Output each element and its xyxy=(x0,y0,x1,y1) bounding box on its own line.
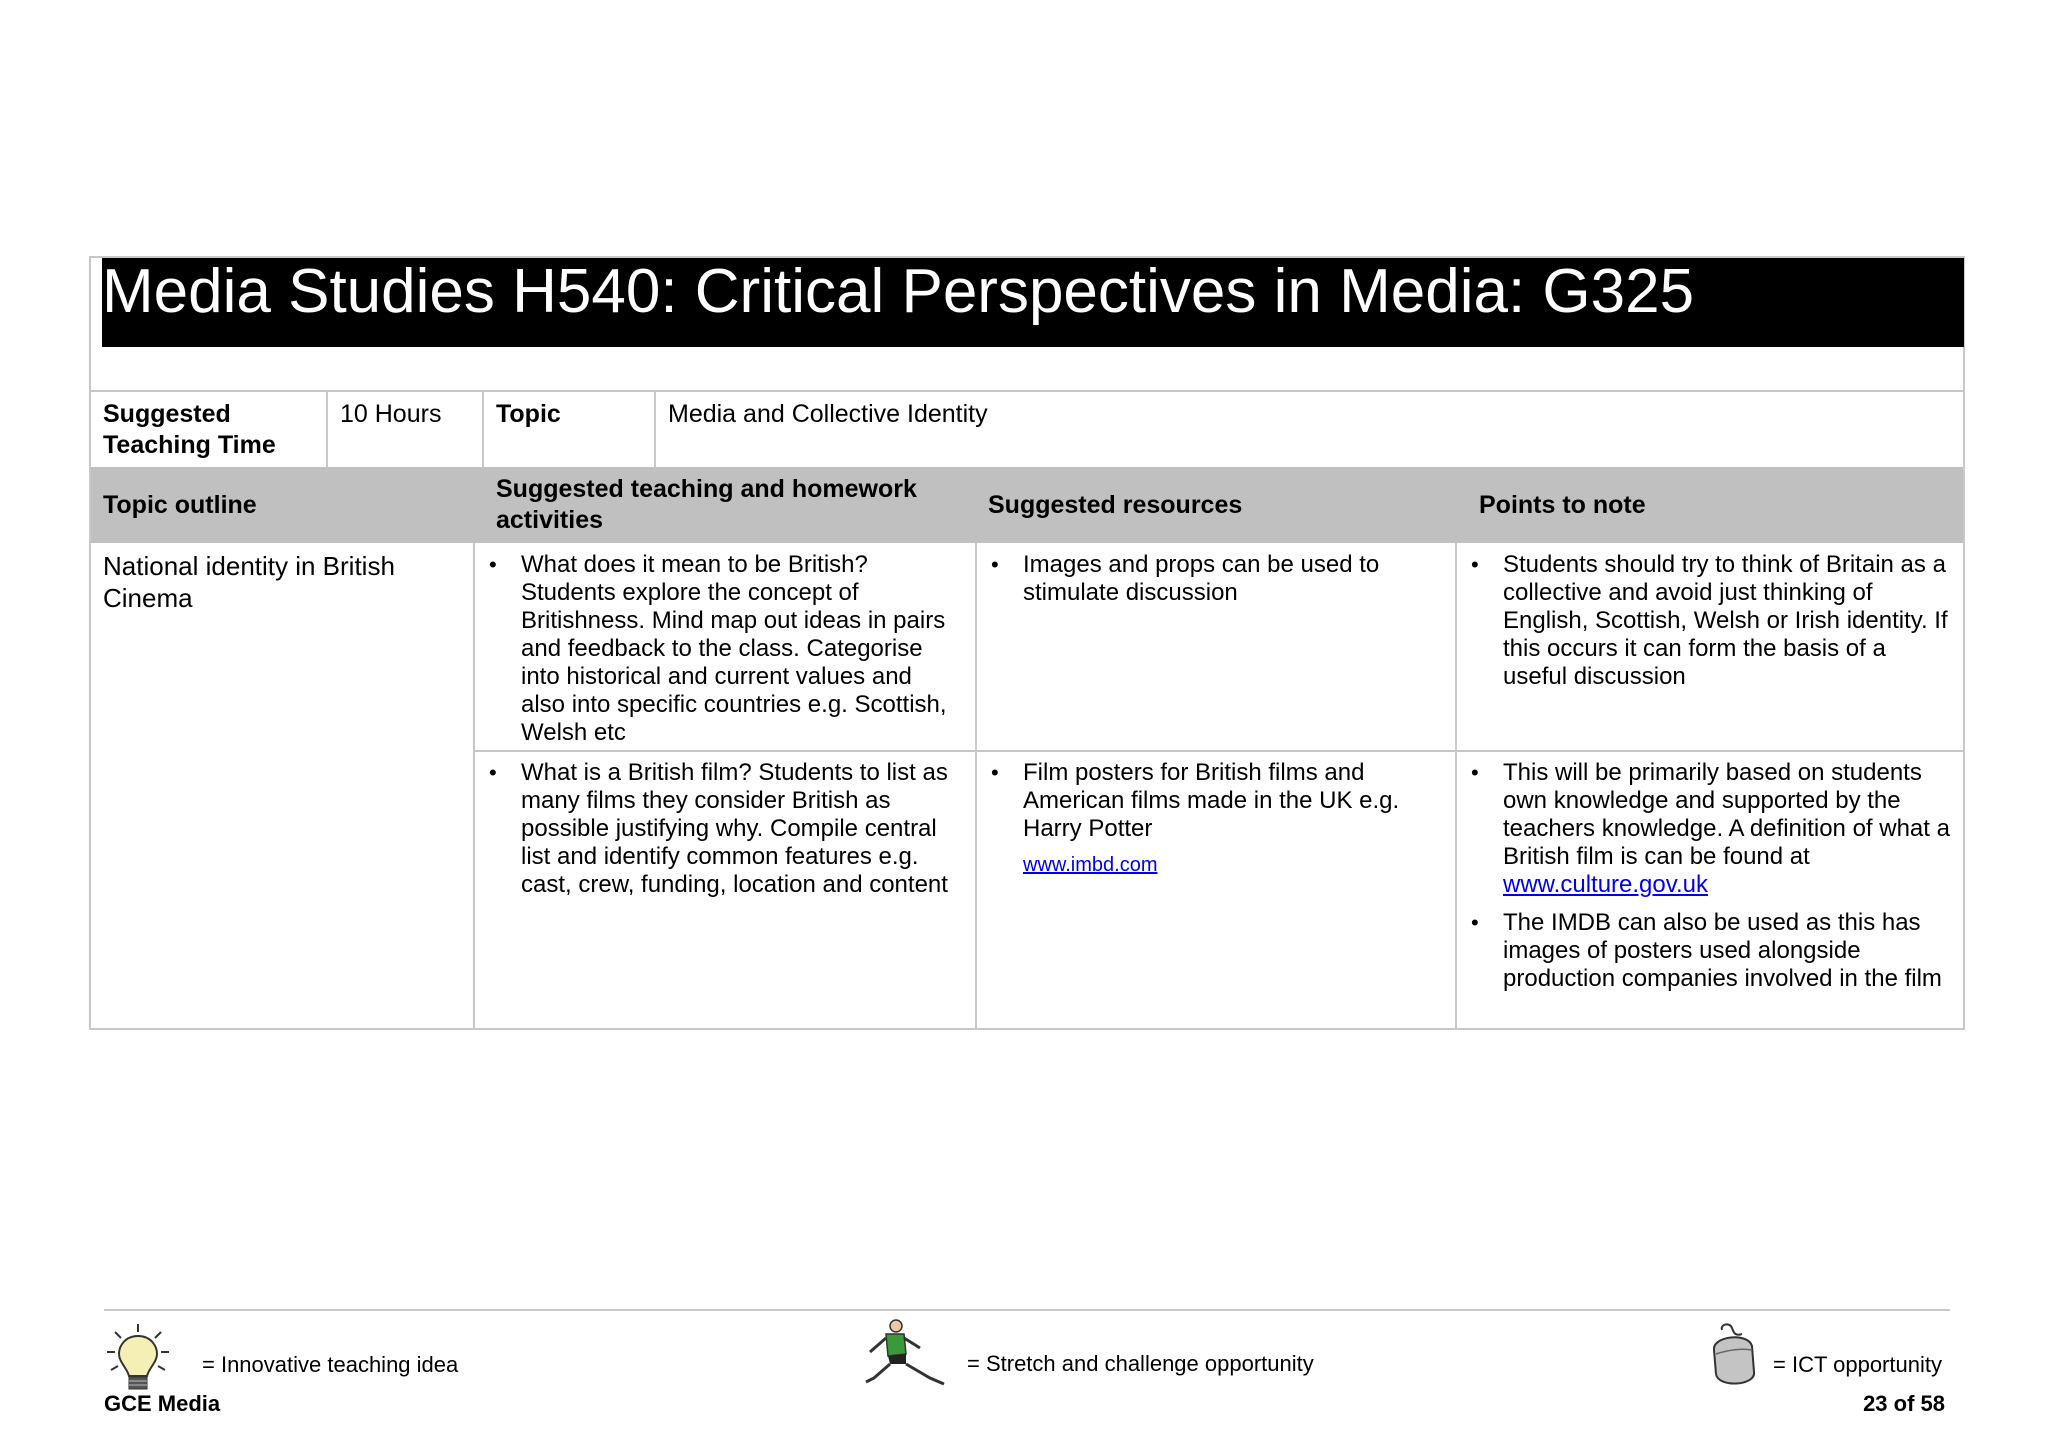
header-activities: Suggested teaching and homework activities xyxy=(496,475,917,534)
ict-label: = ICT opportunity xyxy=(1773,1352,1942,1377)
teaching-time-value: 10 Hours xyxy=(340,400,442,428)
innovative-label: = Innovative teaching idea xyxy=(202,1352,459,1377)
column-divider xyxy=(482,392,484,467)
row1-resources xyxy=(987,551,1447,617)
imdb-link[interactable]: www.imbd.com xyxy=(1023,854,1158,876)
row2-activities xyxy=(485,759,965,909)
topic-outline-text: National identity in British Cinema xyxy=(103,551,395,613)
header-resources: Suggested resources xyxy=(988,491,1243,519)
culture-gov-link[interactable]: www.culture.gov.uk xyxy=(1503,871,1708,898)
column-divider xyxy=(654,392,656,467)
row1-notes xyxy=(1467,551,1952,701)
footer-rule xyxy=(104,1309,1950,1311)
stretch-label: = Stretch and challenge opportunity xyxy=(967,1351,1314,1376)
column-divider xyxy=(473,543,475,1029)
list-item xyxy=(1467,759,1957,899)
row2-notes xyxy=(1467,759,1957,1003)
header-points-to-note: Points to note xyxy=(1479,491,1646,519)
row-divider xyxy=(91,390,1963,392)
list-item: • Students should try to think of Britain as a collective and avoid just thinking of English, Scottish, Welsh or Irish identity. If this occurs it can form the basis of a useful discussion xyxy=(1467,551,1952,691)
topic-label: Topic xyxy=(496,400,561,428)
list-item xyxy=(987,759,1447,879)
mouse-icon xyxy=(1708,1320,1760,1388)
list-item: • What is a British film? Students to list as many films they consider British as possible justifying why. Compile central list and identify common features e.g. cast, crew, funding, location and content xyxy=(485,759,965,899)
row1-activities xyxy=(485,551,960,757)
column-divider xyxy=(975,543,977,1029)
resource-text: Film posters for British films and American films made in the UK e.g. Harry Potter xyxy=(1023,759,1400,842)
list-item: • What does it mean to be British? Students explore the concept of Britishness. Mind map out ideas in pairs and feedback to the class. Categorise into historical and current values and also into specific countries e.g. Scottish, Welsh etc xyxy=(485,551,960,747)
stretch-figure-icon xyxy=(860,1318,950,1390)
row2-resources xyxy=(987,759,1447,889)
teaching-time-label: Suggested Teaching Time xyxy=(103,400,276,459)
header-topic-outline: Topic outline xyxy=(103,491,257,519)
page-number: 23 of 58 xyxy=(1863,1391,1945,1416)
page-title: Media Studies H540: Critical Perspectives in Media: G325 xyxy=(102,257,1695,326)
footer-left-label: GCE Media xyxy=(104,1391,221,1416)
note-text: This will be primarily based on students own knowledge and supported by the teachers knowledge. A definition of what a British film is can be found at xyxy=(1503,759,1950,870)
list-item: • Images and props can be used to stimulate discussion xyxy=(987,551,1447,607)
topic-value: Media and Collective Identity xyxy=(668,400,988,428)
list-item: • The IMDB can also be used as this has images of posters used alongside production companies involved in the film xyxy=(1467,909,1957,993)
lightbulb-icon xyxy=(103,1322,173,1394)
column-divider xyxy=(1455,543,1457,1029)
column-divider xyxy=(326,392,328,467)
